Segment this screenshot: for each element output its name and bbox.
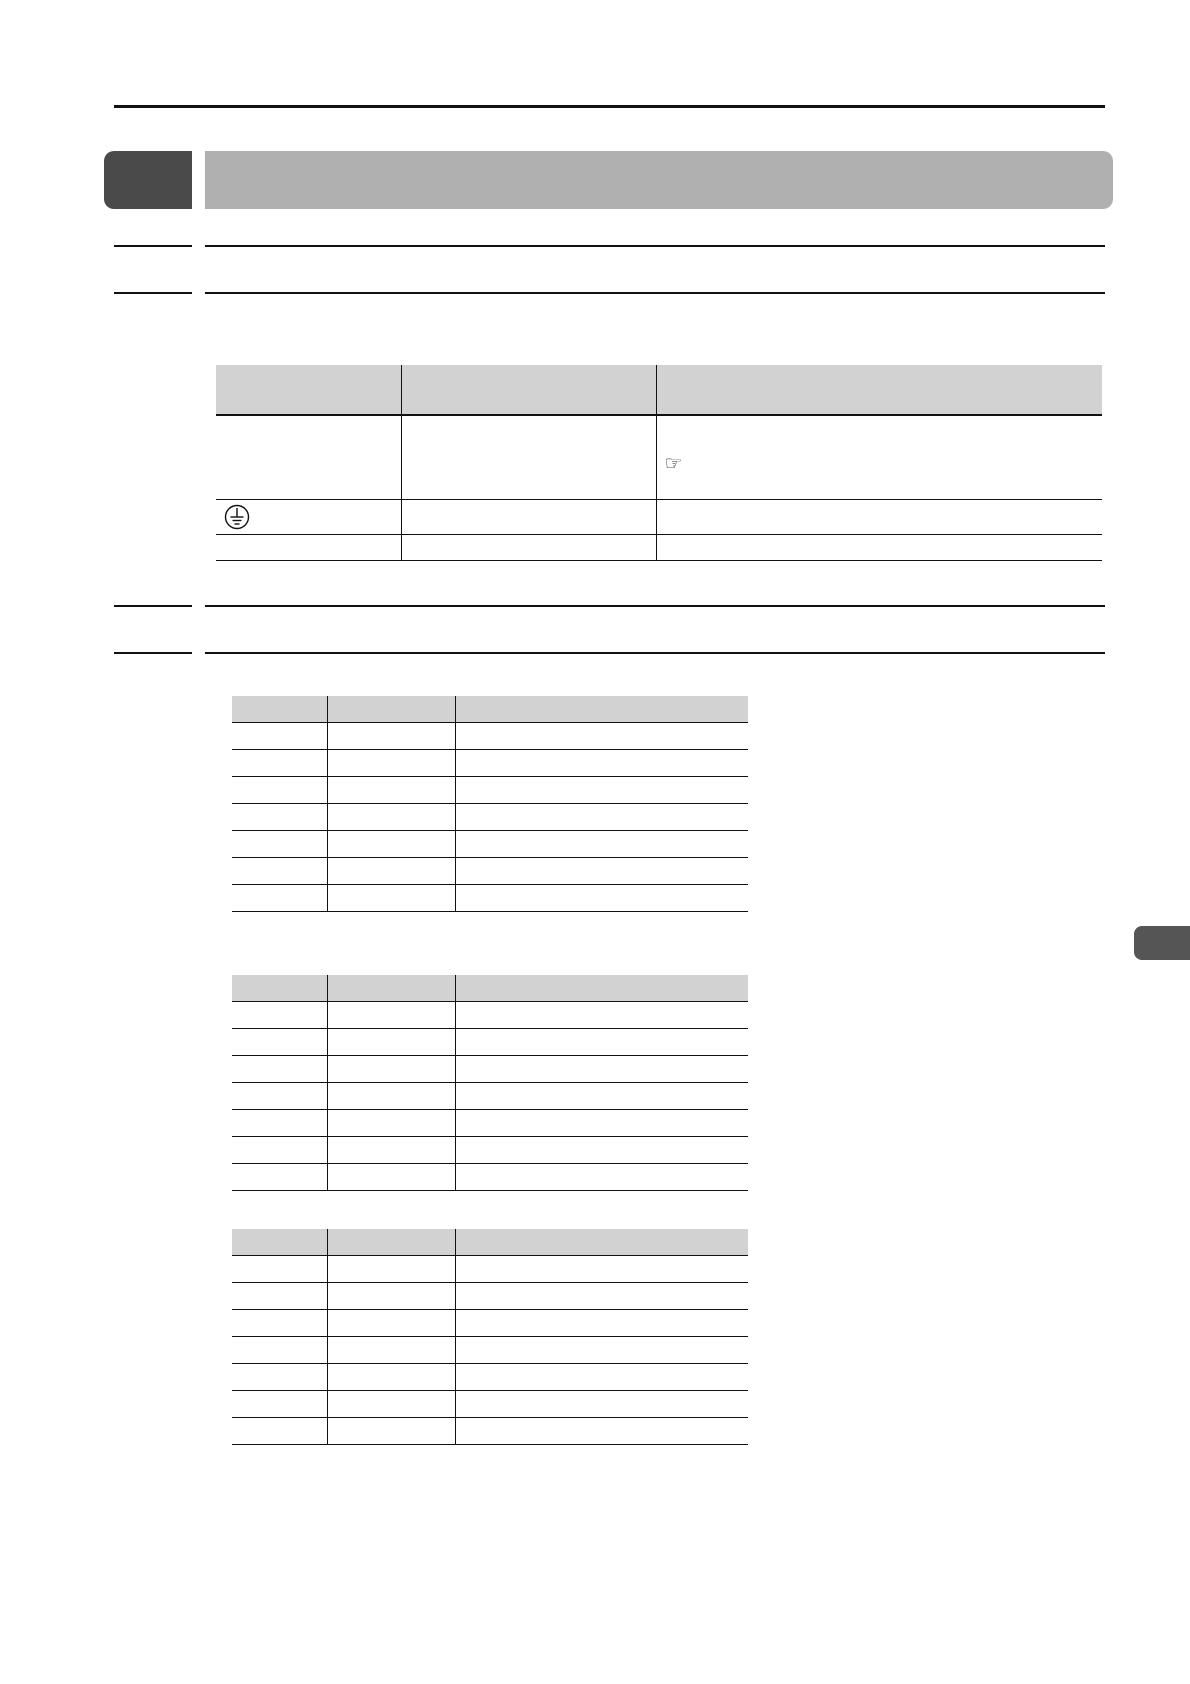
pin-cell <box>232 1083 327 1110</box>
pin-cell <box>327 804 455 831</box>
pin-table-1 <box>232 696 748 912</box>
pin-cell <box>327 1083 455 1110</box>
table-row <box>232 1029 748 1056</box>
terminal-header-3 <box>656 365 1102 415</box>
pin-cell <box>455 1056 748 1083</box>
table-row <box>232 1391 748 1418</box>
pin-cell <box>232 831 327 858</box>
chapter-side-tab <box>1134 926 1190 960</box>
pin-cell <box>327 1310 455 1337</box>
pin-cell <box>232 1418 327 1445</box>
table-header-row <box>232 975 748 1002</box>
table-row <box>232 1418 748 1445</box>
pin-cell <box>455 804 748 831</box>
top-rule <box>114 105 1105 108</box>
pin-cell <box>327 1256 455 1283</box>
table-row <box>216 534 1102 560</box>
pin-cell <box>327 1029 455 1056</box>
table-row <box>216 415 1102 499</box>
table-row <box>232 1164 748 1191</box>
pin-cell <box>327 750 455 777</box>
table-row <box>232 831 748 858</box>
terminal-table <box>216 365 1102 561</box>
pin-cell <box>455 1164 748 1191</box>
pin-cell <box>327 1137 455 1164</box>
terminal-cell <box>216 415 401 499</box>
table-row <box>232 1137 748 1164</box>
section-1-rule-top-left <box>114 245 192 247</box>
pin-header <box>232 975 327 1002</box>
pin-cell <box>232 1391 327 1418</box>
pin-cell <box>455 831 748 858</box>
pin-cell <box>232 777 327 804</box>
table-row <box>232 777 748 804</box>
terminal-cell <box>656 534 1102 560</box>
table-header-row <box>216 365 1102 415</box>
pin-cell <box>455 1137 748 1164</box>
pin-cell <box>232 804 327 831</box>
pin-cell <box>455 723 748 750</box>
terminal-header-1 <box>216 365 401 415</box>
table-row <box>232 1083 748 1110</box>
terminal-cell <box>401 499 656 534</box>
table-row <box>232 750 748 777</box>
terminal-cell-with-reference <box>656 415 1102 499</box>
pin-header <box>232 696 327 723</box>
pin-cell <box>327 885 455 912</box>
section-1-rule-bottom-left <box>114 292 192 294</box>
section-2-rule-bottom-left <box>114 652 192 654</box>
pin-cell <box>455 858 748 885</box>
pin-cell <box>232 1056 327 1083</box>
pin-cell <box>232 1164 327 1191</box>
pin-cell <box>455 1110 748 1137</box>
section-2-rule-top-right <box>205 605 1105 607</box>
pin-cell <box>327 1364 455 1391</box>
terminal-header-2 <box>401 365 656 415</box>
pin-cell <box>327 1164 455 1191</box>
pin-cell <box>232 1310 327 1337</box>
table-row <box>216 499 1102 534</box>
pin-cell <box>232 1337 327 1364</box>
table-row <box>232 1283 748 1310</box>
pin-table-3 <box>232 1229 748 1445</box>
pin-cell <box>232 1110 327 1137</box>
pin-cell <box>327 1337 455 1364</box>
section-2-rule-bottom-right <box>205 652 1105 654</box>
pin-cell <box>327 723 455 750</box>
pin-header <box>455 1229 748 1256</box>
pin-header <box>455 696 748 723</box>
table-row <box>232 1310 748 1337</box>
terminal-cell-ground <box>216 499 401 534</box>
pin-header <box>327 696 455 723</box>
pin-cell <box>455 1002 748 1029</box>
pin-cell <box>232 1364 327 1391</box>
pin-cell <box>232 1002 327 1029</box>
pin-cell <box>327 858 455 885</box>
pin-cell <box>232 858 327 885</box>
section-1-rule-bottom-right <box>205 292 1105 294</box>
terminal-cell <box>401 415 656 499</box>
pin-table-2 <box>232 975 748 1191</box>
pin-cell <box>232 1283 327 1310</box>
pin-cell <box>327 1283 455 1310</box>
pin-cell <box>455 750 748 777</box>
pin-header <box>232 1229 327 1256</box>
pin-cell <box>455 1029 748 1056</box>
chapter-title-bar <box>205 151 1113 209</box>
pin-cell <box>455 1283 748 1310</box>
pin-cell <box>455 1364 748 1391</box>
pin-cell <box>327 1391 455 1418</box>
pin-cell <box>455 1418 748 1445</box>
table-row <box>232 1002 748 1029</box>
pin-cell <box>455 1256 748 1283</box>
pin-cell <box>455 1391 748 1418</box>
pin-cell <box>455 777 748 804</box>
pin-cell <box>232 1256 327 1283</box>
pin-cell <box>327 1056 455 1083</box>
table-row <box>232 1110 748 1137</box>
pin-cell <box>327 1002 455 1029</box>
table-row <box>232 858 748 885</box>
table-row <box>232 885 748 912</box>
table-header-row <box>232 1229 748 1256</box>
table-row <box>232 1364 748 1391</box>
table-row <box>232 723 748 750</box>
pin-cell <box>327 1418 455 1445</box>
terminal-cell <box>656 499 1102 534</box>
pin-cell <box>327 777 455 804</box>
pin-header <box>455 975 748 1002</box>
pin-header <box>327 1229 455 1256</box>
terminal-cell <box>216 534 401 560</box>
pin-cell <box>232 723 327 750</box>
pin-cell <box>327 831 455 858</box>
section-2-rule-top-left <box>114 605 192 607</box>
pin-cell <box>455 885 748 912</box>
pin-cell <box>232 750 327 777</box>
pin-cell <box>455 1310 748 1337</box>
pin-cell <box>327 1110 455 1137</box>
table-row <box>232 1056 748 1083</box>
terminal-cell <box>401 534 656 560</box>
section-1-rule-top-right <box>205 245 1105 247</box>
pin-cell <box>455 1337 748 1364</box>
table-row <box>232 1256 748 1283</box>
table-header-row <box>232 696 748 723</box>
chapter-number-box <box>104 151 192 209</box>
protective-earth-icon <box>224 504 250 530</box>
table-row <box>232 1337 748 1364</box>
pin-header <box>327 975 455 1002</box>
pin-cell <box>232 885 327 912</box>
pointing-hand-icon: ☞ <box>664 453 683 475</box>
pin-cell <box>232 1137 327 1164</box>
pin-cell <box>455 1083 748 1110</box>
pin-cell <box>232 1029 327 1056</box>
table-row <box>232 804 748 831</box>
